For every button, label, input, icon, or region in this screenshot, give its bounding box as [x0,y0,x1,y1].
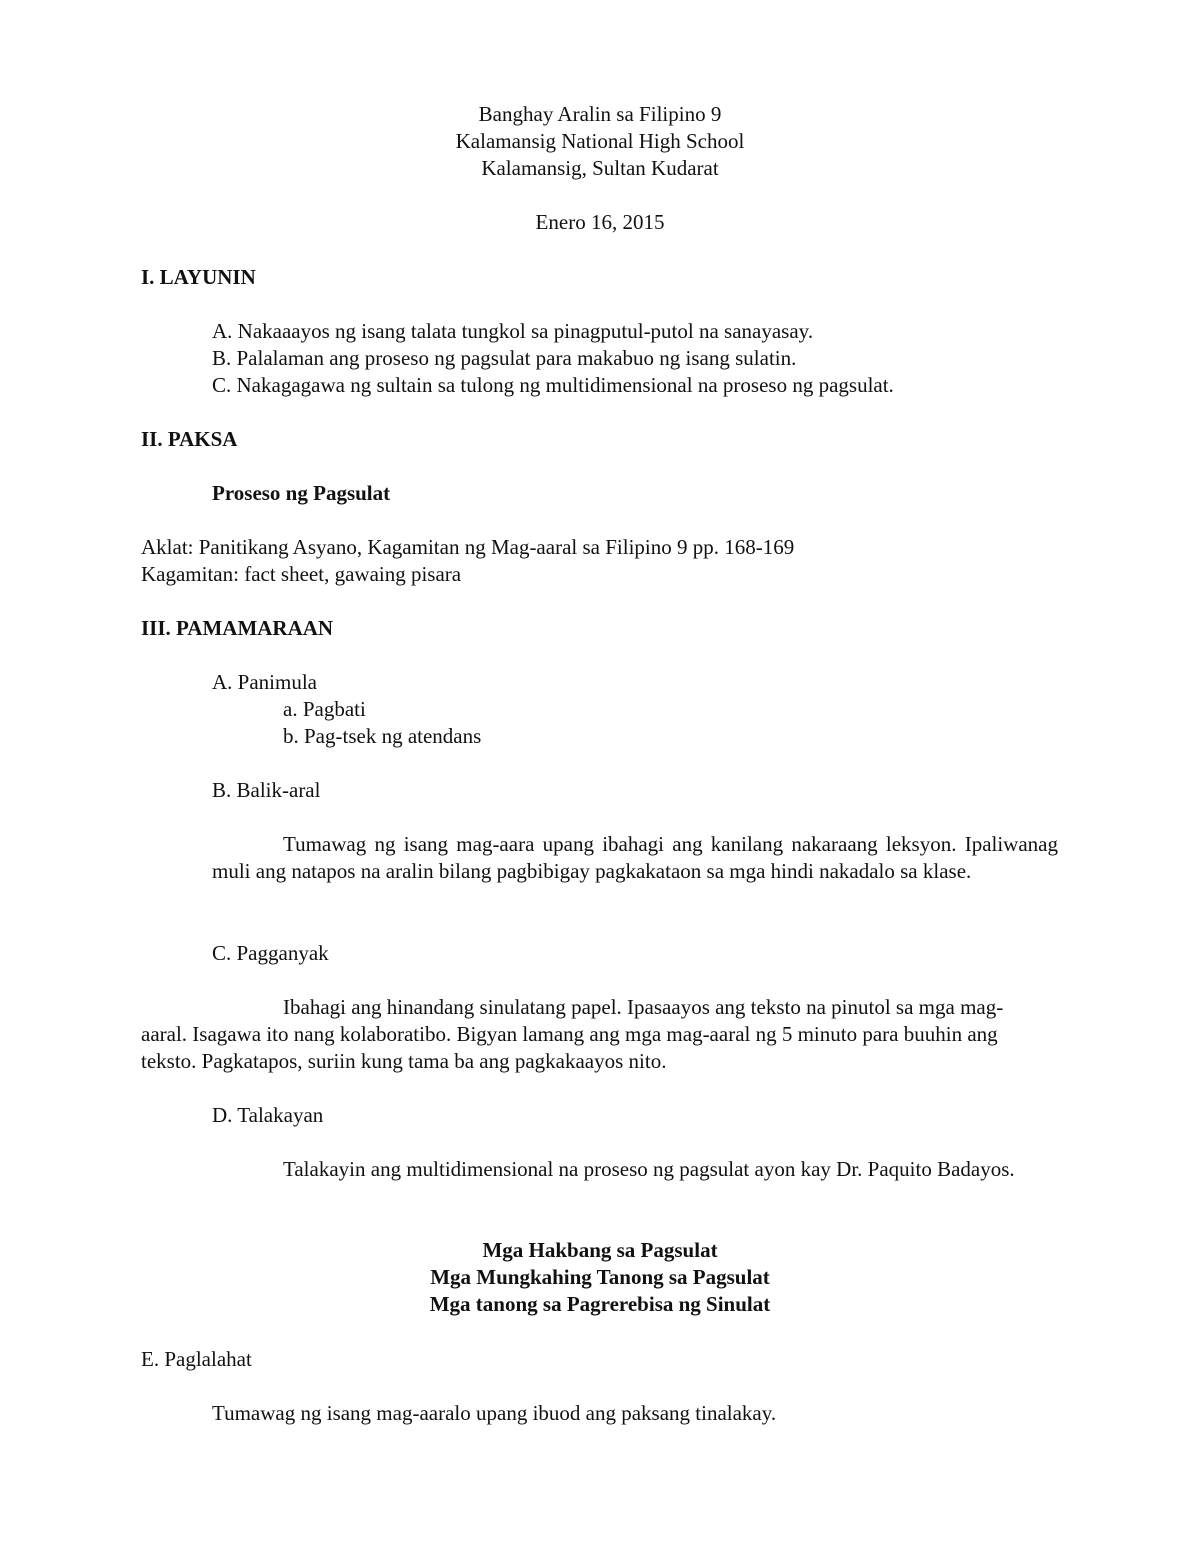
step-pagganyak: C. Pagganyak [212,941,329,965]
document-title: Banghay Aralin sa Filipino 9 [478,102,722,126]
bold-topic-line: Mga Mungkahing Tanong sa Pagsulat [430,1265,770,1289]
objective-item: C. Nakagagawa ng sultain sa tulong ng multidimensional na proseso ng pagsulat. [212,373,894,397]
bold-topic-line: Mga Hakbang sa Pagsulat [482,1238,718,1262]
lesson-date: Enero 16, 2015 [535,210,665,234]
pagganyak-paragraph: Ibahagi ang hinandang sinulatang papel. Ipasaayos ang teksto na pinutol sa mga mag-aaral. Isagawa ito nang kolaboratibo. Bigyan lamang ang mga mag-aaral ng 5 minuto para buuhin ang teksto. Pagkatapos, suriin kung tama ba ang pagkakaayos nito. [141,995,1004,1073]
sub-step: a. Pagbati [283,697,366,721]
balik-aral-paragraph: Tumawag ng isang mag-aara upang ibahagi ang kanilang nakaraang leksyon. Ipaliwanag muli ang natapos na aralin bilang pagbibigay pagkakataon sa mga hindi nakadalo sa klase. [212,832,1058,883]
step-talakayan: D. Talakayan [212,1103,324,1127]
materials: Kagamitan: fact sheet, gawaing pisara [141,562,462,586]
section-heading-pamamaraan: III. PAMAMARAAN [141,616,334,640]
section-heading-paksa: II. PAKSA [141,427,238,451]
step-panimula: A. Panimula [212,670,317,694]
objective-item: B. Palalaman ang proseso ng pagsulat para makabuo ng isang sulatin. [212,346,797,370]
book-reference: Aklat: Panitikang Asyano, Kagamitan ng Mag-aaral sa Filipino 9 pp. 168-169 [141,535,795,559]
step-balik-aral: B. Balik-aral [212,778,321,802]
school-location: Kalamansig, Sultan Kudarat [481,156,719,180]
objective-item: A. Nakaaayos ng isang talata tungkol sa pinagputul-putol na sanayasay. [212,319,814,343]
bold-topic-line: Mga tanong sa Pagrerebisa ng Sinulat [429,1292,771,1316]
school-name: Kalamansig National High School [455,129,745,153]
sub-step: b. Pag-tsek ng atendans [283,724,482,748]
section-heading-layunin: I. LAYUNIN [141,265,256,289]
talakayan-paragraph: Talakayin ang multidimensional na proseso ng pagsulat ayon kay Dr. Paquito Badayos. [283,1157,1015,1181]
paglalahat-paragraph: Tumawag ng isang mag-aaralo upang ibuod ang paksang tinalakay. [212,1401,777,1425]
step-paglalahat: E. Paglalahat [141,1347,252,1371]
topic-title: Proseso ng Pagsulat [212,481,391,505]
